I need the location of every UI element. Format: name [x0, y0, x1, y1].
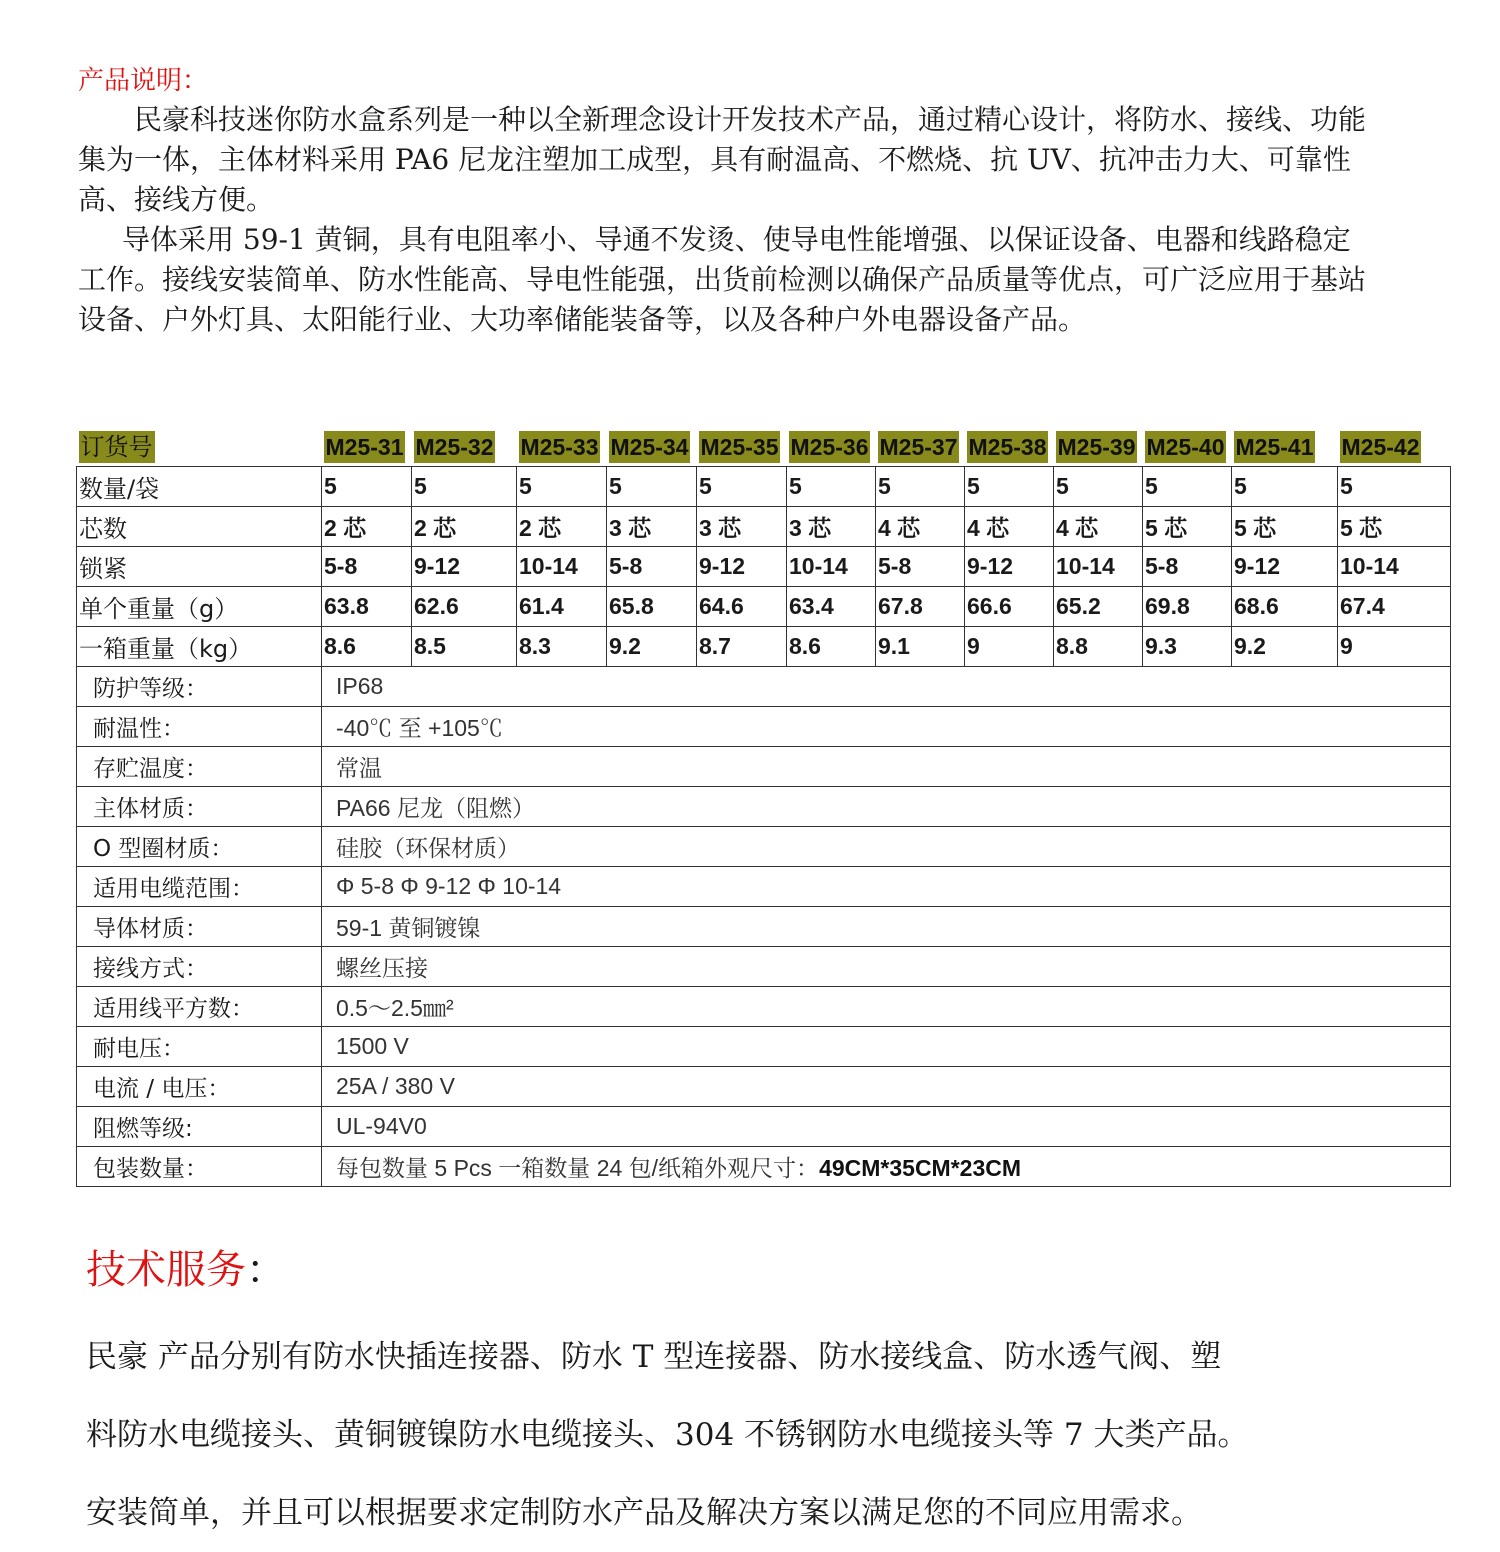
spec-cell — [607, 627, 697, 667]
spec-value: 65.2 — [1056, 593, 1101, 619]
spec-value: 5-8 — [609, 553, 643, 579]
spec-cell — [1054, 427, 1143, 467]
spec-cell — [322, 507, 412, 547]
property-value: 每包数量 5 Pcs 一箱数量 24 包/纸箱外观尺寸： — [336, 1155, 820, 1181]
property-value-cell — [322, 1107, 1451, 1147]
property-row — [77, 1027, 1451, 1067]
spec-cell — [1338, 547, 1451, 587]
row-label-text: 单个重量（g） — [79, 595, 239, 623]
property-value-cell — [322, 907, 1451, 947]
spec-cell — [876, 467, 965, 507]
spec-cell — [787, 547, 876, 587]
property-row — [77, 707, 1451, 747]
property-label: 适用电缆范围： — [77, 867, 322, 907]
spec-cell — [697, 547, 787, 587]
property-value-cell — [322, 987, 1451, 1027]
spec-value: 5 — [699, 473, 712, 499]
spec-value: 5 芯 — [1340, 515, 1383, 541]
spec-value: 5 — [1340, 473, 1353, 499]
property-label: 适用线平方数： — [77, 987, 322, 1027]
spec-value: 64.6 — [699, 593, 744, 619]
spec-cell — [322, 627, 412, 667]
spec-value: 9 — [967, 633, 980, 659]
property-value-cell — [322, 1147, 1451, 1187]
property-value-cell — [322, 667, 1451, 707]
spec-value: 9.2 — [609, 633, 641, 659]
spec-cell — [787, 627, 876, 667]
spec-value: 8.6 — [324, 633, 356, 659]
model-number: M25-40 — [1145, 431, 1227, 463]
model-number: M25-36 — [789, 431, 871, 463]
spec-cell — [1054, 587, 1143, 627]
property-row — [77, 987, 1451, 1027]
spec-value: 61.4 — [519, 593, 564, 619]
spec-cell — [412, 587, 517, 627]
spec-cell — [787, 587, 876, 627]
spec-row-qty — [77, 467, 1451, 507]
model-number: M25-39 — [1056, 431, 1138, 463]
spec-cell — [412, 427, 517, 467]
spec-cell — [412, 627, 517, 667]
model-number: M25-34 — [609, 431, 691, 463]
spec-cell — [965, 547, 1054, 587]
spec-value: 67.8 — [878, 593, 923, 619]
model-number: M25-37 — [878, 431, 960, 463]
spec-cell — [876, 507, 965, 547]
spec-value: 5 — [324, 473, 337, 499]
spec-cell — [1338, 507, 1451, 547]
spec-value: 10-14 — [519, 553, 578, 579]
spec-cell — [607, 507, 697, 547]
spec-value: 65.8 — [609, 593, 654, 619]
spec-value: 8.8 — [1056, 633, 1088, 659]
property-value-cell — [322, 787, 1451, 827]
spec-value: 2 芯 — [519, 515, 562, 541]
spec-value: 3 芯 — [699, 515, 742, 541]
spec-cell — [412, 547, 517, 587]
spec-value: 68.6 — [1234, 593, 1279, 619]
property-value: 螺丝压接 — [336, 955, 428, 981]
spec-value: 10-14 — [789, 553, 848, 579]
model-number: M25-33 — [519, 431, 601, 463]
property-value: 常温 — [336, 755, 382, 781]
spec-cell — [1143, 467, 1232, 507]
spec-value: 5 芯 — [1145, 515, 1188, 541]
spec-cell — [965, 427, 1054, 467]
spec-value: 2 芯 — [414, 515, 457, 541]
property-row — [77, 1147, 1451, 1187]
spec-value: 5-8 — [324, 553, 358, 579]
property-value: UL-94V0 — [336, 1113, 427, 1139]
row-label — [77, 547, 322, 587]
spec-cell — [1054, 467, 1143, 507]
spec-cell — [965, 587, 1054, 627]
spec-value: 9-12 — [967, 553, 1014, 579]
property-value: 25A / 380 V — [336, 1073, 455, 1099]
spec-cell — [965, 627, 1054, 667]
description-paragraph-2: 导体采用 59-1 黄铜，具有电阻率小、导通不发烫、使导电性能增强、以保证设备、电器和线路稳定工作。接线安装简单、防水性能高、导电性能强，出货前检测以确保产品质量等优点，可广泛应用于基站设备、户外灯具、太阳能行业、大功率储能装备等，以及各种户外电器设备产品。 — [78, 223, 1367, 336]
spec-value: 3 芯 — [789, 515, 832, 541]
spec-cell — [322, 467, 412, 507]
property-label: 接线方式： — [77, 947, 322, 987]
property-label: 耐温性： — [77, 707, 322, 747]
row-label — [77, 587, 322, 627]
property-value-cell — [322, 1027, 1451, 1067]
row-label-text: 订货号 — [80, 432, 153, 461]
model-number: M25-42 — [1340, 431, 1422, 463]
spec-row-box-weight — [77, 627, 1451, 667]
property-label: 主体材质： — [77, 787, 322, 827]
property-row — [77, 827, 1451, 867]
property-value: 59-1 黄铜镀镍 — [336, 915, 481, 941]
service-body — [86, 1318, 1416, 1552]
spec-cell — [787, 467, 876, 507]
spec-cell — [607, 467, 697, 507]
spec-value: 9-12 — [414, 553, 461, 579]
property-value: 0.5～2.5㎜² — [336, 995, 454, 1021]
spec-cell — [876, 547, 965, 587]
model-number: M25-41 — [1234, 431, 1316, 463]
spec-value: 8.7 — [699, 633, 731, 659]
property-row — [77, 867, 1451, 907]
spec-value: 9.1 — [878, 633, 910, 659]
spec-cell — [1232, 547, 1338, 587]
property-row — [77, 667, 1451, 707]
spec-value: 10-14 — [1340, 553, 1399, 579]
spec-value: 5 芯 — [1234, 515, 1277, 541]
property-value-cell — [322, 747, 1451, 787]
spec-cell — [1338, 587, 1451, 627]
row-label — [77, 467, 322, 507]
spec-cell — [1143, 627, 1232, 667]
service-title-colon: ： — [246, 1247, 286, 1293]
property-value-cell — [322, 867, 1451, 907]
row-label-text: 锁紧 — [79, 555, 127, 583]
model-number: M25-31 — [324, 431, 406, 463]
spec-cell — [517, 547, 607, 587]
spec-value: 3 芯 — [609, 515, 652, 541]
spec-cell — [1232, 627, 1338, 667]
spec-value: 9.2 — [1234, 633, 1266, 659]
spec-value: 9-12 — [1234, 553, 1281, 579]
property-value: Φ 5-8 Φ 9-12 Φ 10-14 — [336, 873, 562, 899]
spec-cell — [1338, 627, 1451, 667]
spec-cell — [517, 467, 607, 507]
spec-cell — [876, 587, 965, 627]
spec-cell — [697, 427, 787, 467]
spec-cell — [607, 427, 697, 467]
spec-row-unit-weight — [77, 587, 1451, 627]
property-label: 包装数量： — [77, 1147, 322, 1187]
spec-cell — [607, 547, 697, 587]
spec-cell — [1143, 587, 1232, 627]
spec-value: 62.6 — [414, 593, 459, 619]
description-paragraph-1: 民豪科技迷你防水盒系列是一种以全新理念设计开发技术产品，通过精心设计，将防水、接线、功能集为一体，主体材料采用 PA6 尼龙注塑加工成型，具有耐温高、不燃烧、抗 UV、抗冲击力大、可靠性高、接线方便。 — [78, 103, 1367, 216]
spec-cell — [1232, 587, 1338, 627]
spec-row-order — [77, 427, 1451, 467]
spec-cell — [322, 587, 412, 627]
row-label — [77, 427, 322, 467]
row-label — [77, 507, 322, 547]
spec-value: 9.3 — [1145, 633, 1177, 659]
spec-value: 5 — [1145, 473, 1158, 499]
spec-cell — [322, 427, 412, 467]
property-value: -40℃ 至 +105℃ — [336, 715, 503, 741]
spec-cell — [697, 627, 787, 667]
service-line-1: 民豪 产品分别有防水快插连接器、防水 T 型连接器、防水接线盒、防水透气阀、塑 — [86, 1339, 1222, 1375]
spec-cell — [697, 467, 787, 507]
service-title — [86, 1238, 286, 1295]
spec-row-cores — [77, 507, 1451, 547]
spec-value: 4 芯 — [878, 515, 921, 541]
property-label: 导体材质： — [77, 907, 322, 947]
property-value-cell — [322, 1067, 1451, 1107]
row-label — [77, 627, 322, 667]
property-row — [77, 947, 1451, 987]
spec-cell — [322, 547, 412, 587]
spec-cell — [787, 507, 876, 547]
spec-value: 10-14 — [1056, 553, 1115, 579]
spec-value: 66.6 — [967, 593, 1012, 619]
property-value-cell — [322, 707, 1451, 747]
spec-cell — [517, 627, 607, 667]
spec-cell — [787, 427, 876, 467]
property-value: 1500 V — [336, 1033, 409, 1059]
spec-cell — [1054, 547, 1143, 587]
spec-value: 63.8 — [324, 593, 369, 619]
spec-table — [76, 427, 1451, 1187]
property-value: IP68 — [336, 673, 384, 699]
spec-cell — [697, 587, 787, 627]
property-value-cell — [322, 947, 1451, 987]
spec-value: 69.8 — [1145, 593, 1190, 619]
property-value-cell — [322, 827, 1451, 867]
spec-value: 8.6 — [789, 633, 821, 659]
spec-value: 5 — [878, 473, 891, 499]
spec-value: 5 — [789, 473, 802, 499]
spec-cell — [1054, 507, 1143, 547]
property-row — [77, 907, 1451, 947]
property-row — [77, 1107, 1451, 1147]
model-number: M25-35 — [699, 431, 781, 463]
row-label-text: 芯数 — [79, 515, 127, 543]
spec-value: 5 — [609, 473, 622, 499]
property-label: 耐电压： — [77, 1027, 322, 1067]
spec-cell — [876, 627, 965, 667]
spec-cell — [412, 507, 517, 547]
spec-cell — [965, 467, 1054, 507]
property-value: PA66 尼龙（阻燃） — [336, 795, 535, 821]
property-label: 电流 / 电压： — [77, 1067, 322, 1107]
spec-cell — [697, 507, 787, 547]
row-label-text: 一箱重量（kg） — [79, 635, 253, 663]
spec-cell — [1338, 467, 1451, 507]
service-line-3: 安装简单，并且可以根据要求定制防水产品及解决方案以满足您的不同应用需求。 — [86, 1495, 1202, 1531]
spec-cell — [1143, 507, 1232, 547]
spec-cell — [607, 587, 697, 627]
spec-cell — [412, 467, 517, 507]
spec-value: 8.3 — [519, 633, 551, 659]
spec-value: 2 芯 — [324, 515, 367, 541]
service-title-text: 技术服务 — [86, 1247, 246, 1293]
property-label: 阻燃等级: — [77, 1107, 322, 1147]
description-body — [78, 100, 1378, 340]
spec-value: 9-12 — [699, 553, 746, 579]
spec-value: 5 — [414, 473, 427, 499]
spec-cell — [1143, 547, 1232, 587]
spec-cell — [965, 507, 1054, 547]
spec-value: 5-8 — [878, 553, 912, 579]
carton-dimensions: 49CM*35CM*23CM — [819, 1155, 1022, 1181]
spec-cell — [1232, 427, 1338, 467]
property-value: 硅胶（环保材质） — [336, 835, 520, 861]
model-number: M25-38 — [967, 431, 1049, 463]
spec-value: 8.5 — [414, 633, 446, 659]
service-line-2: 料防水电缆接头、黄铜镀镍防水电缆接头、304 不锈钢防水电缆接头等 7 大类产品。 — [86, 1417, 1249, 1453]
spec-value: 5 — [1234, 473, 1247, 499]
property-label: 存贮温度： — [77, 747, 322, 787]
spec-cell — [876, 427, 965, 467]
property-label: O 型圈材质： — [77, 827, 322, 867]
spec-cell — [517, 507, 607, 547]
spec-value: 5 — [967, 473, 980, 499]
spec-value: 5 — [519, 473, 532, 499]
spec-value: 5-8 — [1145, 553, 1179, 579]
property-row — [77, 747, 1451, 787]
spec-cell — [517, 427, 607, 467]
spec-value: 67.4 — [1340, 593, 1385, 619]
spec-cell — [1232, 507, 1338, 547]
spec-cell — [1054, 627, 1143, 667]
spec-value: 9 — [1340, 633, 1353, 659]
property-label: 防护等级： — [77, 667, 322, 707]
description-title: 产品说明： — [78, 66, 209, 96]
property-row — [77, 787, 1451, 827]
spec-value: 5 — [1056, 473, 1069, 499]
spec-cell — [517, 587, 607, 627]
row-label-text: 数量/袋 — [79, 475, 160, 503]
spec-value: 63.4 — [789, 593, 834, 619]
spec-row-lock — [77, 547, 1451, 587]
model-number: M25-32 — [414, 431, 496, 463]
spec-cell — [1338, 427, 1451, 467]
property-row — [77, 1067, 1451, 1107]
spec-cell — [1232, 467, 1338, 507]
spec-value: 4 芯 — [1056, 515, 1099, 541]
spec-cell — [1143, 427, 1232, 467]
spec-value: 4 芯 — [967, 515, 1010, 541]
